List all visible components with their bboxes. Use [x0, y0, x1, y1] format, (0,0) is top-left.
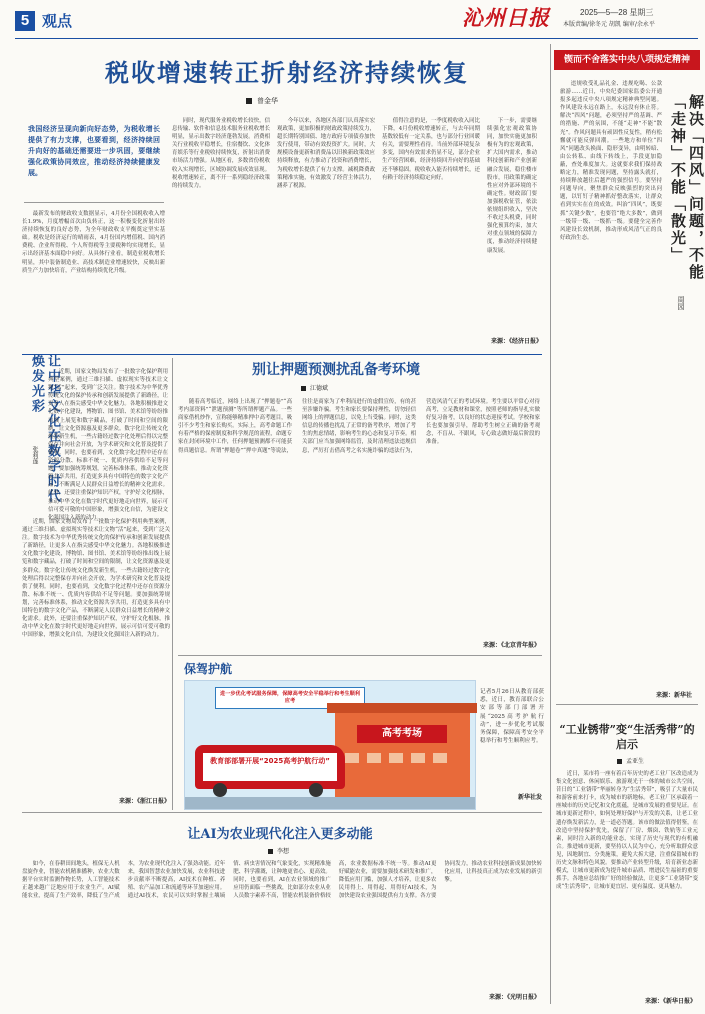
section-name: 观点 [42, 12, 73, 30]
summary-divider [24, 202, 164, 203]
lead-byline-icon [246, 98, 252, 104]
bottom-left-title: 让AI为农业现代化注入更多动能 [187, 827, 373, 842]
bus-slogan: 教育部部署开展“2025高考护航行动” [203, 753, 337, 781]
bottom-right-top-rule [556, 704, 698, 705]
building-window-5 [433, 753, 447, 763]
middle-bottom-rule [178, 655, 542, 656]
left-column-divider [172, 358, 173, 810]
middle-article-source: 来源：《北京青年报》 [482, 642, 540, 649]
bottom-right-body: 近日，某市将一座有着百年历史的老工业厂区改造成为集文化创意、休闲娱乐、旅游观光于一体的城市公共空间，昔日的“工业锈带”华丽转身为“生活秀带”，吸引了大量市民和游客前来打卡，成为城市的新地标。老工业厂区承载着一座城市的历史记忆和文化底蕴，是城市发展的重要见证。在城市更新过程中，如何处理好保护与开发的关系，让老工业遗存焕发新活力，是一道必答题。该市的做法值得借鉴，在改造中坚持保护优先，保留了厂房、烟囱、铁轨等工业元素，同时注入新的功能业态，实现了历史与现代的有机融合。推进城市更新，要坚持以人民为中心，充分听取群众意见，因地制宜、分类施策，避免大拆大建，注重保留城市的历史文脉和特色风貌。要推动产业转型升级，培育新业态新模式，让城市更新成为提升城市品质、增进民生福祉的重要抓手。各地应总结推广好的经验做法，让更多“工业锈带”变成“生活秀带”，让城市更宜居、更有温度、更具魅力。 [556, 771, 698, 891]
bus-wheel-rear [309, 783, 323, 797]
building-window-1 [345, 753, 359, 763]
lead-bottom-rule [22, 354, 542, 355]
left-article-body-top: 近期，国家文物局发布了一批数字化保护利用典型案例，通过三维扫描、虚拟现实等技术让文物“活”起来，受到广泛关注。数字技术为中华优秀传统文化的保护传承和创新发展提供了新路径，让更多人在指尖感受中华文化魅力。各地积极推进文化数字化建设，博物馆、图书馆、美术馆等纷纷推出线上展览和数字藏品，打破了时间和空间的限制，让文化资源惠及更多群众。数字化让传统文化焕发新生机，一些古籍经过数字化处理后得以完整保存并向社会开放，为学术研究和文化普及提供了便利。同时，也要看到，文化数字化过程中还存在资源分散、标准不统一、优质内容供给不足等问题。要加强统筹规划，完善标准体系，推动文化资源共享共用，打造更多具有中国特色的数字文化产品，不断满足人民群众日益增长的精神文化需求。此外，还要注重保护知识产权，守护好文化根脉，推动中华文化在数字时代更好地走向世界，展示可信可爱可敬的中国形象，增强文化自信，为建设文化强国注入新的动力。 [48, 369, 168, 521]
masthead-logo: 沁州日报 [462, 5, 550, 30]
middle-article-title: 别让押题预测扰乱备考环境 [252, 362, 420, 378]
cartoon-credit: 新华社发 [517, 794, 542, 801]
left-bottom-rule [22, 812, 542, 813]
right-article-title: 解决「四风」问题，不能「走神」不能「散光」 [669, 94, 705, 281]
bottom-right-source: 来源：《新华日报》 [644, 998, 696, 1005]
bottom-left-byline: 李想 [277, 848, 290, 855]
bottom-right-byline-icon [617, 759, 622, 764]
lead-column-3: 今年以来，各地区各部门认真落实宏观政策，更加积极的财政政策持续发力，超长期特别国债、地方政府专项债券加快发行使用，带动有效投资扩大。同时，大规模设备更新和消费品以旧换新政策效应持续释放，有力推动了投资和消费增长，为税收增长提供了有力支撑。减税降费政策精准实施，有效激发了经营主体活力，涵养了税源。 [277, 118, 375, 189]
building-roof [327, 703, 477, 713]
bus-wheel-front [213, 783, 227, 797]
building-window-3 [389, 753, 403, 763]
middle-article-body: 随着高考临近，网络上出现了“押题卷”“高考内部资料”“泄题预测”等所谓押题产品。一些商家借机炒作，宣称能够精准押中高考题目，吸引不少考生和家长购买。实际上，高考命题工作有着严格的保密制度和科学规范的流程，命题专家在封闭环境中工作，任何押题预测都不可能获得真题信息。所谓“押题卷”“押中真题”等说法，往往是商家为了牟利而进行的虚假宣传，有的甚至涉嫌诈骗。考生和家长要保持理性，切勿轻信网络上的押题信息，以免上当受骗。同时，这类信息的传播也扰乱了正常的备考秩序，增加了考生的焦虑情绪，影响考生的心态和复习节奏。相关部门应当加强网络监管，及时清理违法违规信息，严厉打击借高考之名实施诈骗的违法行为，营造风清气正的考试环境。考生要以平常心对待高考，立足教材和课堂，按照老师的指导扎实做好复习备考，以良好的状态迎接考试。学校和家长也要加强引导，帮助考生树立正确的备考观念，不盲从、不跟风，专心致志做好最后阶段的准备。 [178, 399, 540, 454]
left-article-title: 让中华文化在数字时代焕发光彩 [29, 354, 60, 504]
cartoon-caption: 记者5月26日从教育部获悉，近日，教育部联合公安部等部门部署开展“2025高考护航行动”，进一步优化考试服务保障，保障高考安全平稳举行和考生顺利应考。 [480, 689, 544, 745]
cartoon-illustration [184, 680, 476, 810]
bottom-left-byline-icon [268, 849, 273, 854]
masthead [0, 0, 705, 38]
bottom-left-body: 如今，在春耕田间地头，植保无人机盘旋作业，智能农机精准播种，农业大数据平台实时监测作物长势，人工智能技术正越来越广泛地应用于农业生产。AI赋能农业，提高了生产效率，降低了生产成本，为农业现代化注入了强劲动能。近年来，我国智慧农业加快发展，农业科技进步贡献率不断提高，AI技术在种植、养殖、农产品加工和流通等环节加速应用。通过AI技术，农民可以实时掌握土壤墒情、病虫害情况和气象变化，实现精准施肥、科学灌溉，让种地更省心、更高效。同时，也要看到，AI在农业领域的推广应用仍面临一些挑战，比如部分农业从业人员数字素养不高，智能农机装备价格较高，农业数据标准不统一等。推动AI更好赋能农业，需要加强技术研发和推广，降低应用门槛，加强人才培养，让更多农民用得上、用得起、用得好AI技术，为加快建设农业强国提供有力支撑。各方要协同发力，推动农业科技创新成果加快转化应用，让科技真正成为农业发展的新引擎。 [22, 861, 542, 900]
building-window-2 [367, 753, 381, 763]
left-article-body-bottom: 近期，国家文物局发布了一批数字化保护利用典型案例，通过三维扫描、虚拟现实等技术让文物“活”起来，受到广泛关注。数字技术为中华优秀传统文化的保护传承和创新发展提供了新路径，让更多人在指尖感受中华文化魅力。各地积极推进文化数字化建设，博物馆、图书馆、美术馆等纷纷推出线上展览和数字藏品，打破了时间和空间的限制，让文化资源惠及更多群众。数字化让传统文化焕发新生机，一些古籍经过数字化处理后得以完整保存并向社会开放，为学术研究和文化普及提供了便利。同时，也要看到，文化数字化过程中还存在资源分散、标准不统一、优质内容供给不足等问题。要加强统筹规划，完善标准体系，推动文化资源共享共用，打造更多具有中国特色的数字文化产品，不断满足人民群众日益增长的精神文化需求。此外，还要注重保护知识产权，守护好文化根脉，推动中华文化在数字时代更好地走向世界，展示可信可爱可敬的中国形象，增强文化自信，为建设文化强国注入新的动力。 [22, 519, 170, 639]
bottom-right-title: “工业锈带”变“生活秀带”的启示 [559, 723, 695, 751]
lead-column-1: 最新发布的财政收支数据显示，4月份全国税收收入增长1.9%，月度增幅首次由负转正，这一积极变化折射出经济持续恢复的良好态势，为全年财政收支平衡奠定坚实基础。税收是经济运行的晴雨表，4月份国内增值税、国内消费税、企业所得税、个人所得税等主要税种均实现增长，显示出经济基本面稳中向好。从具体行业看，制造业税收增长明显，其中装备制造业、高技术制造业增速较快，反映出新质生产力加快培育，产业结构持续优化升级。 [22, 211, 165, 274]
lead-column-5: 下一步，需要继续强化宏观政策协同，加快实施更加积极有为的宏观政策，扩大国内需求，推动科技创新和产业创新融合发展，稳住楼市股市，用政策的确定性应对外部环境的不确定性。财政部门要加强税收征管，依法依规组织收入，坚决不收过头税费，同时强化预算约束，加大对重点领域的保障力度，推动经济持续健康发展。 [487, 118, 537, 254]
middle-byline-icon [301, 386, 306, 391]
lead-source: 来源：《经济日报》 [490, 338, 542, 345]
editors-credit: 本版责编/徐冬元 胡凯 编审/余永平 [563, 21, 655, 28]
right-article-byline: 周园 [677, 296, 685, 310]
lead-summary: 我国经济呈现向新向好态势，为税收增长提供了有力支撑，也要看到，经济持续回升向好的基础还需要进一步巩固，要继续强化政策协同效应，推动经济持续健康发展。 [28, 125, 160, 177]
building-sign: 高考考场 [357, 725, 447, 743]
section-banner: 锲而不舍落实中央八项规定精神 [554, 50, 700, 70]
left-article-byline: 张莉莲 [31, 446, 38, 464]
middle-article-byline: 江德斌 [310, 385, 329, 392]
building-window-4 [411, 753, 425, 763]
page-number-badge: 5 [15, 11, 35, 31]
right-article-body: 违规收受礼品礼金、违规吃喝、公款旅游……近日，中央纪委国家监委公开通报多起违反中央八项规定精神典型问题。作风建设永远在路上，永远没有休止符。解决“四风”问题，必须坚持严的基调、严的措施、严的氛围，不能“走神”不能“散光”。作风问题具有顽固性反复性，稍有松懈就可能反弹回潮。一些地方和单位“四风”问题改头换面、隐形变异，由明转暗、由公转私、由线下转线上，手段更加隐蔽，查处难度加大。这就要求我们保持战略定力，精准发现问题，坚持露头就打，持续释放越往后越严的强烈信号。要坚持问题导向，聚焦群众反映强烈的突出问题，以钉钉子精神抓好整改落实，让群众看到实实在在的成效。纠治“四风”，既要抓“关键少数”，也要管“绝大多数”，做到一级带一级、一级抓一级。要健全完善作风建设长效机制，推动形成风清气正的良好政治生态。 [560, 81, 662, 241]
cartoon-title: 保驾护航 [184, 662, 233, 676]
left-article-source: 来源：《浙江日报》 [118, 798, 170, 805]
road [185, 797, 475, 809]
masthead-rule [15, 38, 698, 39]
bottom-right-byline: 孟亚生 [626, 758, 645, 765]
issue-date: 2025—5—28 星期三 [580, 8, 654, 17]
lead-headline: 税收增速转正折射经济持续恢复 [105, 58, 469, 87]
right-article-source: 来源：新华社 [655, 692, 692, 699]
lead-column-4: 值得注意的是，一季度税收收入同比下降，4月份税收增速转正，与去年同期基数较低有一定关系，也与部分行业回暖有关，需要理性看待。当前外部环境复杂多变，国内有效需求仍显不足，部分企业生产经营困难，经济持续回升向好的基础还不够稳固。税收收入能否持续增长，还有赖于经济持续稳定向好。 [382, 118, 480, 181]
lead-column-2: 同时，现代服务业税收增长较快，信息传输、软件和信息技术服务业税收增长明显，显示出数字经济蓬勃发展。消费相关行业税收平稳增长，住宿餐饮、文化体育娱乐等行业税收持续恢复，折射出消费市场活力增强。从地区看，多数省份税收收入实现增长，区域协调发展成效显现。税收增速转正，离不开一系列稳经济政策的持续发力。 [172, 118, 270, 189]
cartoon-banner: 进一步优化考试服务保障，保障高考安全平稳举行和考生顺利应考 [215, 687, 365, 709]
lead-byline: 曾金华 [257, 97, 278, 105]
bottom-left-source: 来源：《光明日报》 [488, 994, 540, 1001]
right-column-divider [550, 44, 551, 1004]
